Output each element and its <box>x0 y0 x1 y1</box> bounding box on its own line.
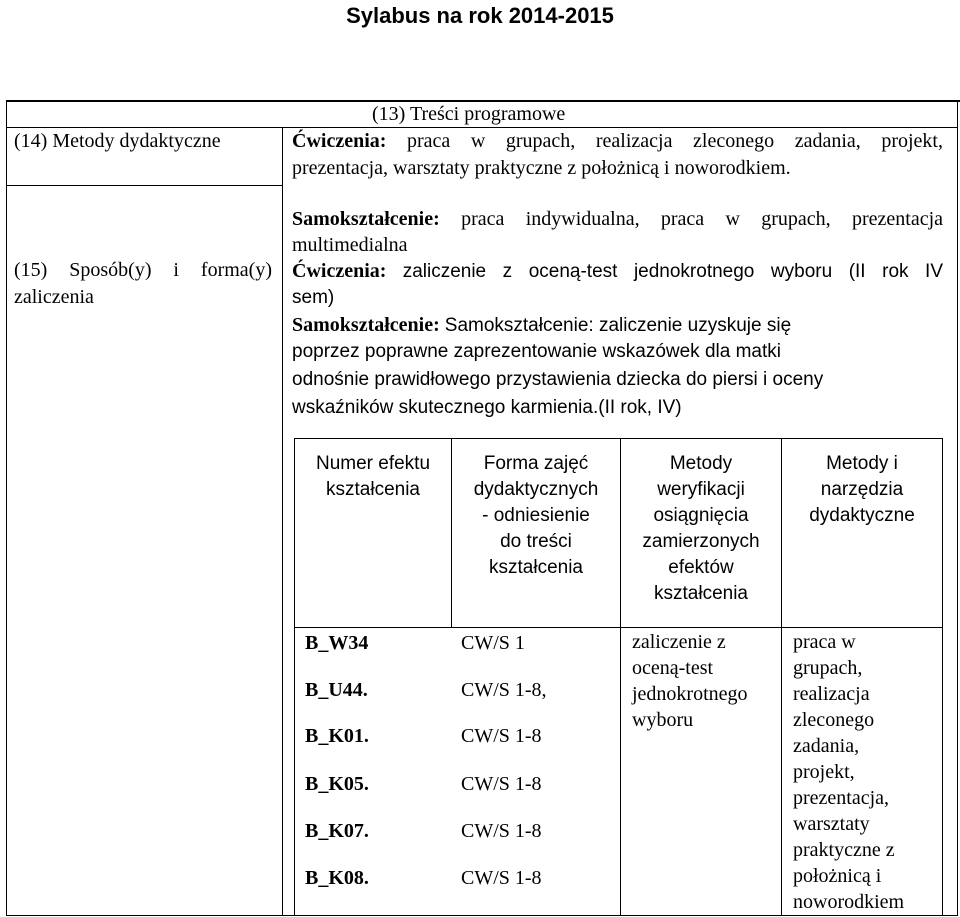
section-15-label-line-2: zaliczenia <box>14 286 94 308</box>
page-title: Sylabus na rok 2014-2015 <box>346 3 614 28</box>
section-14-line-3 <box>292 206 943 232</box>
effect-code: B_K01. <box>305 725 369 747</box>
class-form: CW/S 1 <box>461 632 525 654</box>
tools-text: noworodkiem <box>793 891 905 913</box>
tools-text: zadania, <box>793 735 860 757</box>
header-class-form <box>452 451 620 581</box>
verification-method <box>632 629 780 733</box>
self-study-assessment: Samokształcenie: zaliczenie uzyskuje się <box>444 315 792 336</box>
class-form: CW/S 1-8 <box>461 773 542 795</box>
header-text: narzędzia <box>820 479 904 500</box>
inner-col-1 <box>294 438 295 916</box>
self-study-methods: praca indywidualna, praca w grupach, prezentacja <box>461 208 944 230</box>
tools-text: prezentacja, <box>793 787 890 809</box>
table-bottom-border <box>6 915 958 916</box>
section-13-header: (13) Treści programowe <box>372 103 566 125</box>
table-right-border <box>957 100 958 916</box>
class-form: CW/S 1-8 <box>461 820 542 842</box>
header-verification-methods <box>621 451 781 607</box>
header-text: efektów <box>668 557 734 578</box>
header-effect-number <box>295 451 451 503</box>
section-14-line-2: prezentacja, warsztaty praktyczne z położnicą i noworodkiem. <box>292 157 791 179</box>
header-text: kształcenia <box>654 583 748 604</box>
header-text: zamierzonych <box>642 531 760 552</box>
verification-text: jednokrotnego <box>632 683 748 705</box>
row-14-divider <box>6 185 283 186</box>
exercises-label: Ćwiczenia: <box>292 130 387 152</box>
section-15-line-5: odnośnie prawidłowego przystawienia dziecka do piersi i oceny <box>292 369 824 390</box>
header-text: Metody i <box>826 453 898 474</box>
header-text: weryfikacji <box>657 479 745 500</box>
section-15-line-6: wskaźników skutecznego karmienia.(II rok, IV) <box>292 397 682 418</box>
effect-code: B_U44. <box>305 679 368 701</box>
table-column-divider <box>282 127 283 916</box>
class-form: CW/S 1-8 <box>461 725 542 747</box>
header-text: dydaktycznych <box>473 479 599 500</box>
table-left-border <box>6 100 7 916</box>
header-text: Forma zajęć <box>483 453 589 474</box>
exercises-methods: praca w grupach, realizacja zleconego zadania, projekt, <box>407 130 943 152</box>
self-study-label: Samokształcenie: <box>292 314 440 336</box>
effect-code: B_K08. <box>305 867 369 889</box>
header-text: osiągnięcia <box>653 505 749 526</box>
header-text: kształcenia <box>326 479 420 500</box>
header-text: dydaktyczne <box>809 505 915 526</box>
exercises-label: Ćwiczenia: <box>292 260 387 282</box>
header-teaching-tools <box>782 451 942 529</box>
section-15-line-2: sem) <box>292 287 335 308</box>
class-form: CW/S 1-8, <box>461 679 547 701</box>
header-text: Numer efektu <box>315 453 431 474</box>
section-15-line-3 <box>292 312 791 339</box>
inner-header-bottom <box>294 627 943 628</box>
section-15-label-line-1: (15) Sposób(y) i forma(y) <box>14 259 272 281</box>
section-14-line-1 <box>292 128 943 154</box>
tools-text: realizacja <box>793 683 870 705</box>
header-text: - odniesienie <box>482 505 590 526</box>
header-text: Metody <box>669 453 733 474</box>
verification-text: oceną-test <box>632 657 714 679</box>
verification-text: wyboru <box>632 709 694 731</box>
tools-text: zleconego <box>793 709 875 731</box>
tools-text: położnicą i <box>793 865 882 887</box>
section-15-line-1 <box>292 258 943 285</box>
tools-text: praktyczne z <box>793 839 895 861</box>
section-14-line-4: multimedialna <box>292 234 408 256</box>
header-text: do treści <box>500 531 572 552</box>
inner-col-5 <box>942 438 943 916</box>
header-text: kształcenia <box>489 557 583 578</box>
section-15-line-4: poprzez poprawne zaprezentowanie wskazówek dla matki <box>292 341 781 362</box>
tools-text: projekt, <box>793 761 855 783</box>
effect-code: B_K07. <box>305 820 369 842</box>
tools-text: grupach, <box>793 657 863 679</box>
inner-table-top <box>294 438 943 439</box>
effect-code: B_K05. <box>305 773 369 795</box>
self-study-label: Samokształcenie: <box>292 208 440 230</box>
exercises-assessment: zaliczenie z oceną-test jednokrotnego wyboru (II rok IV <box>402 261 944 282</box>
effect-code: B_W34 <box>305 632 369 654</box>
tools-text: praca w <box>793 631 856 653</box>
tools-text: warsztaty <box>793 813 870 835</box>
teaching-tools <box>793 629 941 915</box>
verification-text: zaliczenie z <box>632 631 726 653</box>
section-14-label: (14) Metody dydaktyczne <box>14 130 221 152</box>
class-form: CW/S 1-8 <box>461 867 542 889</box>
